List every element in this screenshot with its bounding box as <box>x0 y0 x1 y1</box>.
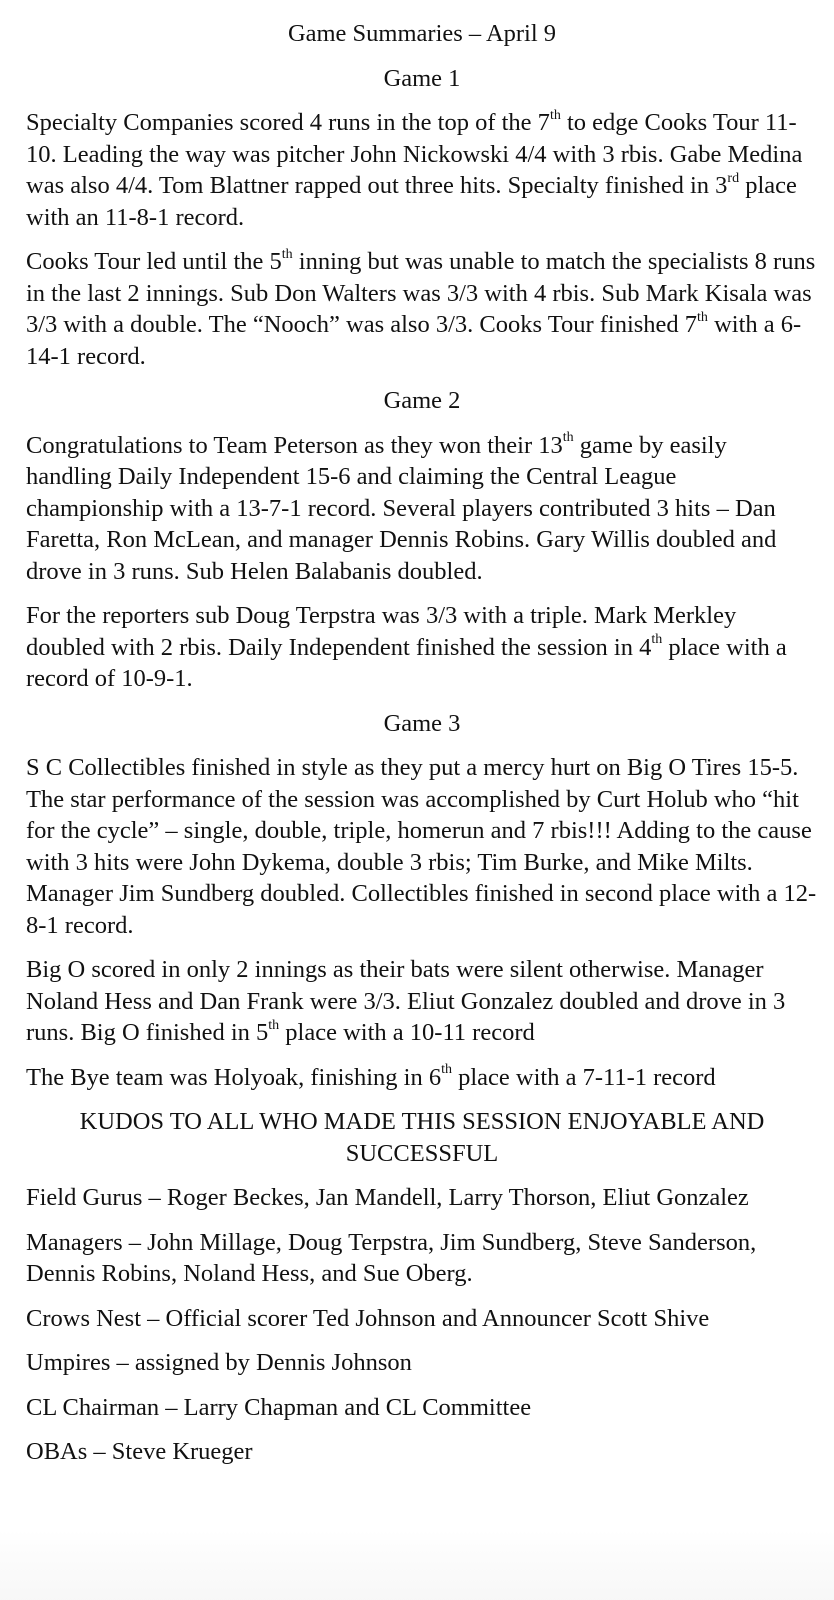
game-3-heading: Game 3 <box>383 709 461 737</box>
game-2-section <box>26 385 818 695</box>
game-2-heading: Game 2 <box>383 387 461 414</box>
credit-cl-chairman: CL Chairman – Larry Chapman and CL Committee <box>26 1393 532 1421</box>
bottom-page-shadow <box>0 1530 834 1600</box>
game-3-paragraph-2 <box>26 954 818 1049</box>
text-run: Cooks Tour led until the 5 <box>26 248 282 275</box>
game-1-heading: Game 1 <box>383 64 461 92</box>
ordinal-suffix: th <box>549 107 561 123</box>
ordinal-suffix: rd <box>727 170 740 186</box>
text-run: S C Collectibles finished in style as they put a mercy hurt on Big O Tires 15-5. The star performance of the session was accomplished by Curt Holub who “hit for the cycle” – single, double, triple, homerun and 7 rbis!!! Adding to the cause with 3 hits were John Dykema, double 3 rbis; Tim Burke, and Mike Milts. Manager Jim Sundberg doubled. Collectibles finished in second place with a 12-8-1 record. <box>26 754 817 939</box>
page-title: Game Summaries – April 9 <box>287 20 557 47</box>
document-page <box>26 18 818 1481</box>
credit-obas: OBAs – Steve Krueger <box>26 1438 253 1465</box>
text-run: place with a 7-11-1 record <box>451 1063 716 1091</box>
credit-field-gurus: Field Gurus – Roger Beckes, Jan Mandell, Larry Thorson, Eliut Gonzalez <box>26 1184 749 1211</box>
ordinal-suffix: th <box>697 309 708 325</box>
ordinal-suffix: th <box>441 1062 452 1078</box>
text-run: place with a record of 10-9-1. <box>26 633 787 692</box>
ordinal-suffix: th <box>281 246 293 262</box>
text-run: Specialty Companies scored 4 runs in the top of the 7 <box>26 109 550 136</box>
text-run: The Bye team was Holyoak, finishing in 6 <box>26 1063 442 1091</box>
game-2-paragraph-2 <box>26 600 818 695</box>
credit-managers: Managers – John Millage, Doug Terpstra, Jim Sundberg, Steve Sanderson, Dennis Robins, Noland Hess, and Sue Oberg. <box>26 1228 757 1287</box>
text-run: For the reporters sub Doug Terpstra was 3/3 with a triple. Mark Merkley doubled with 2 rbis. Daily Independent finished the session in 4 <box>26 602 737 661</box>
text-run: Big O scored in only 2 innings as their bats were silent otherwise. Manager Noland Hess and Dan Frank were 3/3. Eliut Gonzalez doubled and drove in 3 runs. Big O finished in 5 <box>26 956 786 1046</box>
credit-umpires: Umpires – assigned by Dennis Johnson <box>26 1349 412 1376</box>
game-2-paragraph-1 <box>26 430 818 588</box>
text-run: place with a 10-11 record <box>279 1019 535 1046</box>
kudos-heading: KUDOS TO ALL WHO MADE THIS SESSION ENJOYABLE AND SUCCESSFUL <box>79 1108 765 1167</box>
game-1-paragraph-1 <box>26 107 818 233</box>
ordinal-suffix: th <box>651 632 663 648</box>
bye-team-note <box>26 1062 818 1094</box>
text-run: game by easily handling Daily Independent 15-6 and claiming the Central League championship with a 13-7-1 record. Several players contributed 3 hits – Dan Faretta, Ron McLean, and manager Dennis Robins. Gary Willis doubled and drove in 3 runs. Sub Helen Balabanis doubled. <box>26 431 777 585</box>
text-run: place with an 11-8-1 record. <box>26 172 797 231</box>
credit-crows-nest: Crows Nest – Official scorer Ted Johnson and Announcer Scott Shive <box>26 1304 710 1332</box>
text-run: Congratulations to Team Peterson as they won their 13 <box>26 431 563 459</box>
game-3-section <box>26 708 818 1049</box>
text-run: to edge Cooks Tour 11-10. Leading the way was pitcher John Nickowski 4/4 with 3 rbis. Gabe Medina was also 4/4. Tom Blattner rapped out three hits. Specialty finished in 3 <box>26 109 803 199</box>
game-1-paragraph-2 <box>26 246 818 372</box>
ordinal-suffix: th <box>268 1017 280 1033</box>
text-run: inning but was unable to match the specialists 8 runs in the last 2 innings. Sub Don Walters was 3/3 with 4 rbis. Sub Mark Kisala was 3/3 with a double. The “Nooch” was also 3/3. Cooks Tour finished 7 <box>26 248 816 338</box>
game-3-paragraph-1 <box>26 752 818 941</box>
text-run: with a 6-14-1 record. <box>26 311 802 370</box>
ordinal-suffix: th <box>562 430 574 446</box>
game-1-section <box>26 63 818 373</box>
